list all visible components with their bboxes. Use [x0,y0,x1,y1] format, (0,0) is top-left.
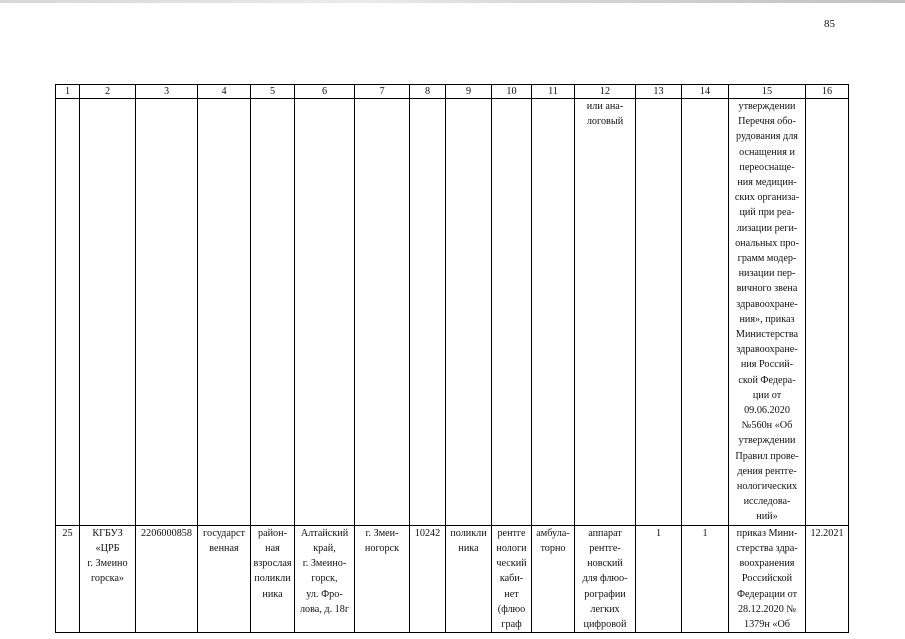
cell-text-line: рудования для [736,131,798,143]
table-cell [295,99,355,526]
registry-table [55,84,849,633]
equipment-cell [575,99,636,526]
cell-text-line: аппарат [588,527,622,539]
cell-text-line: ния Россий- [740,359,794,371]
locality-cell [355,525,410,632]
cell-text-line: Алтайский [300,527,349,539]
table-cell [136,99,198,526]
table-cell [446,99,492,526]
cell-text-line: г. Змеино [87,558,128,570]
cell-text-line: горска» [90,573,125,585]
cell-text-line: переоснаще- [739,161,795,173]
cell-text-line: торно [540,542,566,554]
cell-text-line: 1379н «Об [743,618,790,630]
table-cell [636,99,682,526]
cell-text-line: государст [203,527,245,539]
cell-text-line: здравоохране- [736,298,798,310]
cell-text-line: г. Змеино- [302,558,347,570]
column-header: 5 [251,85,295,99]
column-header: 6 [295,85,355,99]
table-row-25 [56,525,849,632]
cell-text-line: ния медицин- [737,177,797,189]
column-header: 4 [198,85,251,99]
cell-text-line: 28.12.2020 № [737,603,797,615]
legal-basis-cell [729,99,806,526]
table-cell [492,99,532,526]
row-number-cell [56,525,80,632]
cell-text-line: рографии [584,588,626,600]
cell-text-line: каби- [499,573,524,585]
cell-text-line: ции от [752,389,782,401]
cell-text-line: оснащения и [739,146,795,158]
column-header: 11 [532,85,575,99]
cell-text-line: утверждении [738,435,796,447]
cell-text-line: ональных про- [735,237,799,249]
inn-cell [136,525,198,632]
cell-text-line: ния», приказ [739,313,795,325]
cell-text-line: или ана- [586,101,624,112]
table-cell [355,99,410,526]
table-cell [806,99,849,526]
column-header: 12 [575,85,636,99]
cell-text-line: ний» [756,511,778,523]
cell-text-line: район- [257,527,287,539]
equipment-cell [575,525,636,632]
date-cell [806,525,849,632]
cell-text-line: г. Змеи- [365,527,399,539]
column-header: 15 [729,85,806,99]
cell-text-line: ника [262,588,283,600]
cell-text-line: 09.06.2020 [744,405,790,417]
cell-text-line: логовый [586,116,624,128]
cell-text-line: поликли [450,527,487,539]
cell-text-line: ской Федера- [738,374,796,386]
cabinet-cell [492,525,532,632]
cell-text-line: 25 [62,527,73,539]
cell-text-line: 1 [655,527,662,539]
cell-text-line: ций при реа- [739,207,795,219]
cell-text-line: рентге- [589,542,621,554]
cell-text-line: нет [504,588,519,600]
table-cell [80,99,136,526]
column-header: 16 [806,85,849,99]
cell-text-line: новский [587,558,623,570]
cell-text-line: край, [313,542,336,554]
cell-text-line: №560н «Об [741,420,793,432]
cell-text-line: утверждении [738,101,796,112]
cell-text-line: «ЦРБ [95,542,120,554]
column-header: 14 [682,85,729,99]
cell-text-line: ника [458,542,479,554]
care-form-cell [532,525,575,632]
table-cell [532,99,575,526]
address-cell [295,525,355,632]
cell-text-line: горск, [311,573,338,585]
cell-text-line: Российской [741,573,793,585]
column-header: 9 [446,85,492,99]
column-header: 8 [410,85,446,99]
cell-text-line: 10242 [414,527,441,539]
cell-text-line: КГБУЗ [92,527,123,539]
column-header: 10 [492,85,532,99]
column-header: 2 [80,85,136,99]
organization-cell [80,525,136,632]
table-cell [410,99,446,526]
cell-text-line: ческий [496,558,527,570]
column-header: 3 [136,85,198,99]
table-cell [682,99,729,526]
cell-text-line: дения рентге- [737,465,797,477]
cell-text-line: Правил прове- [735,450,799,462]
column-header: 1 [56,85,80,99]
cell-text-line: нологи [496,542,527,554]
legal-basis-cell [729,525,806,632]
ownership-cell [198,525,251,632]
cell-text-line: исследова- [743,496,791,508]
column-header: 7 [355,85,410,99]
cell-text-line: цифровой [583,618,627,630]
table-cell [198,99,251,526]
table-cell [56,99,80,526]
cell-text-line: Перечня обо- [738,116,796,128]
quantity-cell [682,525,729,632]
quantity-cell [636,525,682,632]
cell-text-line: приказ Мини- [736,527,798,539]
cell-text-line: грамм модер- [737,253,797,265]
cell-text-line: легких [590,603,620,615]
cell-text-line: ских организа- [734,192,800,204]
cell-text-line: Министерства [735,329,799,341]
unit-cell [446,525,492,632]
scan-edge-artifact [0,0,905,3]
cell-text-line: лова, д. 18г [299,603,350,615]
cell-text-line: поликли [254,573,291,585]
table-cell [251,99,295,526]
page-number: 85 [824,18,835,30]
cell-text-line: 1 [702,527,708,539]
cell-text-line: граф [501,618,522,630]
cell-text-line: для флюо- [582,573,628,585]
cell-text-line: здравоохране- [736,344,798,356]
cell-text-line: стерства здра- [736,542,798,554]
cell-text-line: венная [209,542,239,554]
cell-text-line: ная [265,542,280,554]
cell-text-line: ногорск [364,542,400,554]
facility-type-cell [251,525,295,632]
table-row-continuation [56,99,849,526]
cell-text-line: взрослая [253,558,292,570]
cell-text-line: рентге [497,527,526,539]
cell-text-line: ул. Фро- [306,588,343,600]
header-row [56,85,849,99]
cell-text-line: низации пер- [738,268,796,280]
cell-text-line: лизации реги- [736,222,798,234]
column-header: 13 [636,85,682,99]
cell-text-line: воохранения [739,558,795,570]
cell-text-line: 12.2021 [810,527,844,539]
cell-text-line: (флюо [497,603,526,615]
cell-text-line: нологических [736,481,798,493]
population-cell [410,525,446,632]
cell-text-line: вичного звена [736,283,798,295]
cell-text-line: амбула- [536,527,570,539]
cell-text-line: Федерации от [736,588,798,600]
cell-text-line: 2206000858 [141,527,192,539]
